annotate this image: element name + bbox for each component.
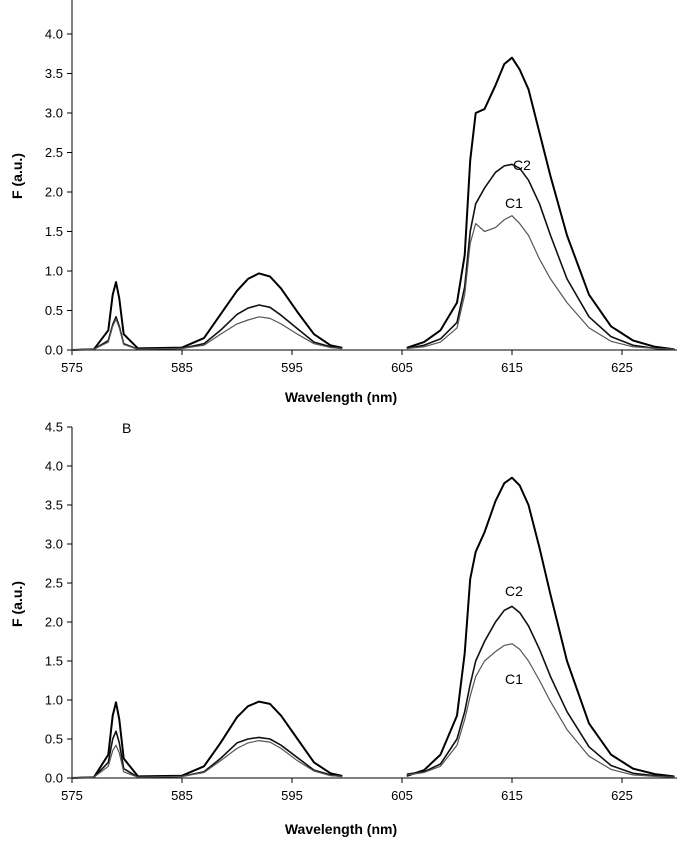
series-2-segment-2-line-top: [408, 164, 674, 349]
y-tick-label-top: 1.5: [44, 224, 63, 239]
panel-label-b: B: [122, 420, 132, 436]
series-1-segment-1-line-top: [72, 273, 342, 350]
y-tick-label-top: 2.5: [44, 145, 63, 160]
y-tick-label-top: 0.0: [44, 342, 63, 358]
y-tick-label-bottom: 3.0: [44, 536, 63, 552]
chart-panel-top: [9, 0, 677, 405]
ticks-bottom: [45, 420, 633, 804]
series-3-segment-2-line-bottom: [408, 644, 674, 777]
y-tick-label-top: 2.0: [44, 184, 63, 200]
x-tick-label-bottom: 595: [281, 788, 303, 803]
y-tick-label-bottom: 1.5: [44, 653, 63, 669]
x-tick-label-bottom: 605: [391, 788, 413, 803]
x-tick-label-top: 615: [501, 360, 523, 375]
y-axis-title-bottom: F (a.u.): [9, 581, 25, 627]
annotation-c2-bottom: C2: [505, 583, 523, 599]
x-tick-label-top: 575: [61, 360, 83, 375]
y-tick-label-top: 0.5: [44, 303, 63, 318]
y-tick-label-top: 3.5: [44, 66, 63, 81]
y-tick-label-bottom: 4.0: [44, 458, 63, 474]
y-tick-label-bottom: 4.5: [44, 419, 63, 435]
x-axis-title-bottom: Wavelength (nm): [284, 821, 398, 837]
x-tick-label-bottom: 585: [171, 788, 193, 803]
series-bottom: [72, 478, 674, 778]
y-tick-label-bottom: 0.5: [44, 731, 63, 747]
annotation-c1-bottom: C1: [505, 671, 523, 687]
x-axis-title-top: Wavelength (nm): [284, 389, 398, 405]
x-tick-label-bottom: 615: [501, 788, 523, 803]
y-tick-label-top: 3.0: [44, 105, 63, 121]
y-tick-label-bottom: 2.5: [44, 575, 63, 591]
x-tick-label-top: 585: [171, 360, 193, 375]
y-tick-label-bottom: 0.0: [44, 770, 63, 786]
x-tick-label-top: 595: [281, 360, 303, 375]
y-tick-label-top: 4.0: [44, 26, 63, 42]
ticks-top: [45, 27, 633, 376]
annotation-c1-top: C1: [505, 195, 523, 211]
series-top: [72, 58, 674, 350]
series-3-segment-1-line-bottom: [72, 741, 342, 778]
x-tick-label-bottom: 575: [61, 788, 83, 803]
series-1-segment-2-line-top: [408, 58, 674, 350]
series-1-segment-2-line-bottom: [408, 478, 674, 777]
y-tick-label-bottom: 2.0: [44, 614, 63, 630]
y-tick-label-top: 1.0: [44, 263, 63, 279]
y-axis-title-top: F (a.u.): [9, 153, 25, 199]
y-tick-label-bottom: 3.5: [44, 497, 63, 513]
chart-panel-bottom: [9, 420, 677, 838]
series-3-segment-2-line-top: [408, 216, 674, 350]
series-2-segment-2-line-bottom: [408, 606, 674, 776]
y-tick-label-bottom: 1.0: [44, 692, 63, 708]
x-tick-label-bottom: 625: [611, 788, 633, 803]
annotation-c2-top: C2: [513, 157, 531, 173]
x-tick-label-top: 625: [611, 360, 633, 375]
x-tick-label-top: 605: [391, 360, 413, 375]
